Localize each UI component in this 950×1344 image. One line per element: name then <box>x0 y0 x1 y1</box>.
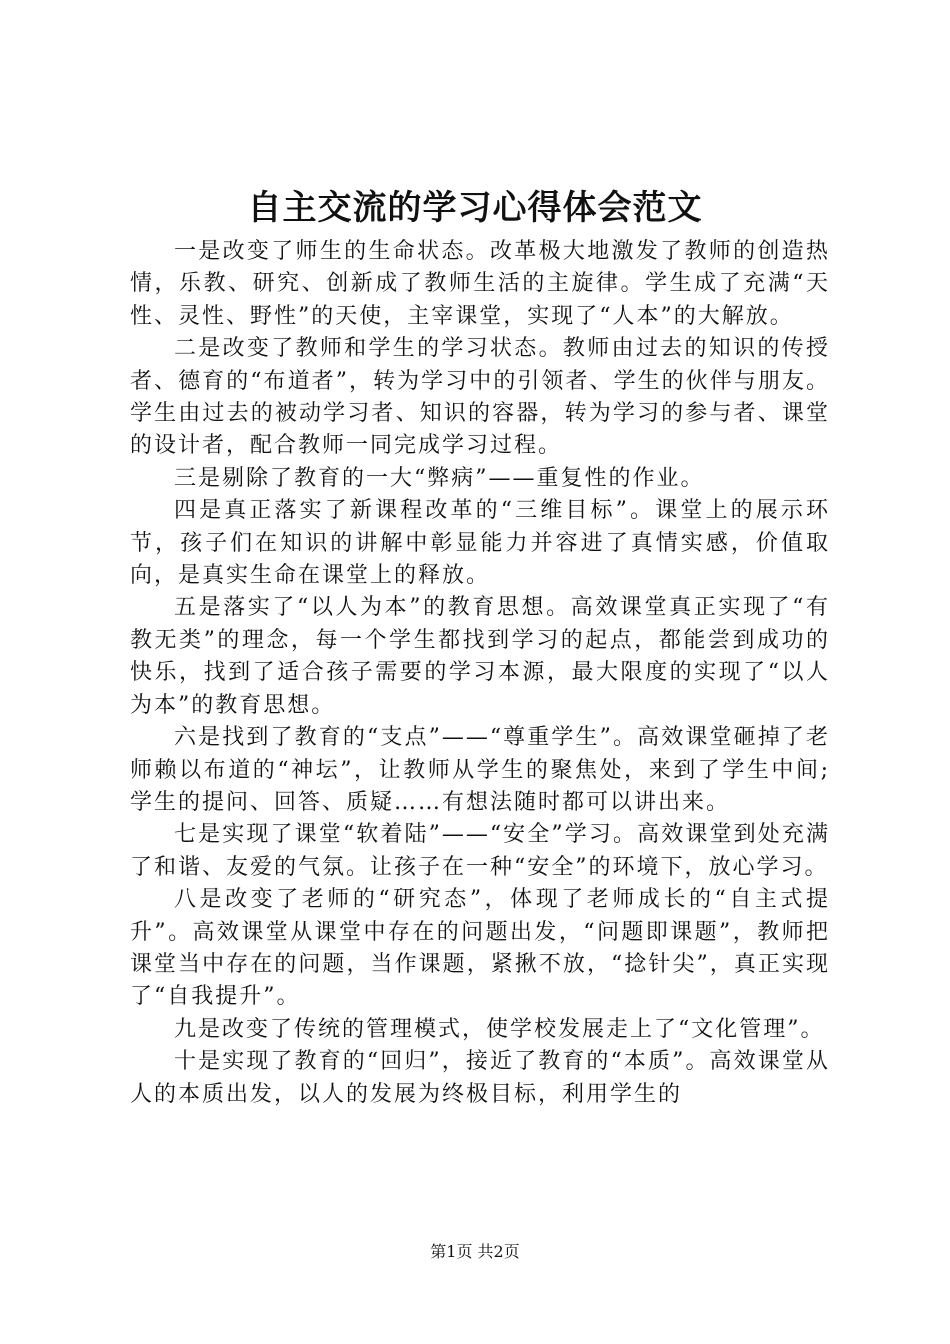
paragraph-3: 三是剔除了教育的一大“弊病”——重复性的作业。 <box>174 465 705 491</box>
paragraph-9: 九是改变了传统的管理模式，使学校发展走上了“文化管理”。 <box>174 1016 825 1042</box>
page-footer: 第1页 共2页 <box>430 1242 520 1261</box>
paragraph-10: 十是实现了教育的“回归”，接近了教育的“本质”。高效课堂从人的本质出发，以人的发展为终极目标，利用学生的 <box>130 1049 830 1107</box>
paragraph-7: 七是实现了课堂“软着陆”——“安全”学习。高效课堂到处充满了和谐、友爱的气氛。让孩子在一种“安全”的环境下，放心学习。 <box>130 822 830 880</box>
document-title: 自主交流的学习心得体会范文 <box>247 188 703 228</box>
paragraph-6: 六是找到了教育的“支点”——“尊重学生”。高效课堂砸掉了老师赖以布道的“神坛”，让教师从学生的聚焦处，来到了学生中间;学生的提问、回答、质疑……有想法随时都可以讲出来。 <box>130 725 830 815</box>
paragraph-5: 五是落实了“以人为本”的教育思想。高效课堂真正实现了“有教无类”的理念，每一个学生都找到学习的起点，都能尝到成功的快乐，找到了适合孩子需要的学习本源，最大限度的实现了“以人为本”的教育思想。 <box>130 595 830 718</box>
document-body <box>130 236 830 1111</box>
paragraph-8: 八是改变了老师的“研究态”，体现了老师成长的“自主式提升”。高效课堂从课堂中存在的问题出发，“问题即课题”，教师把课堂当中存在的问题，当作课题，紧揪不放，“捻针尖”，真正实现了“自我提升”。 <box>130 887 830 1010</box>
paragraph-4: 四是真正落实了新课程改革的“三维目标”。课堂上的展示环节，孩子们在知识的讲解中彰显能力并容进了真情实感，价值取向，是真实生命在课堂上的释放。 <box>130 498 830 589</box>
paragraph-1: 一是改变了师生的生命状态。改革极大地激发了教师的创造热情，乐教、研究、创新成了教师生活的主旋律。学生成了充满“天性、灵性、野性”的天使，主宰课堂，实现了“人本”的大解放。 <box>130 239 830 329</box>
paragraph-2: 二是改变了教师和学生的学习状态。教师由过去的知识的传授者、德育的“布道者”，转为学习中的引领者、学生的伙伴与朋友。学生由过去的被动学习者、知识的容器，转为学习的参与者、课堂的设计者，配合教师一同完成学习过程。 <box>130 336 830 459</box>
